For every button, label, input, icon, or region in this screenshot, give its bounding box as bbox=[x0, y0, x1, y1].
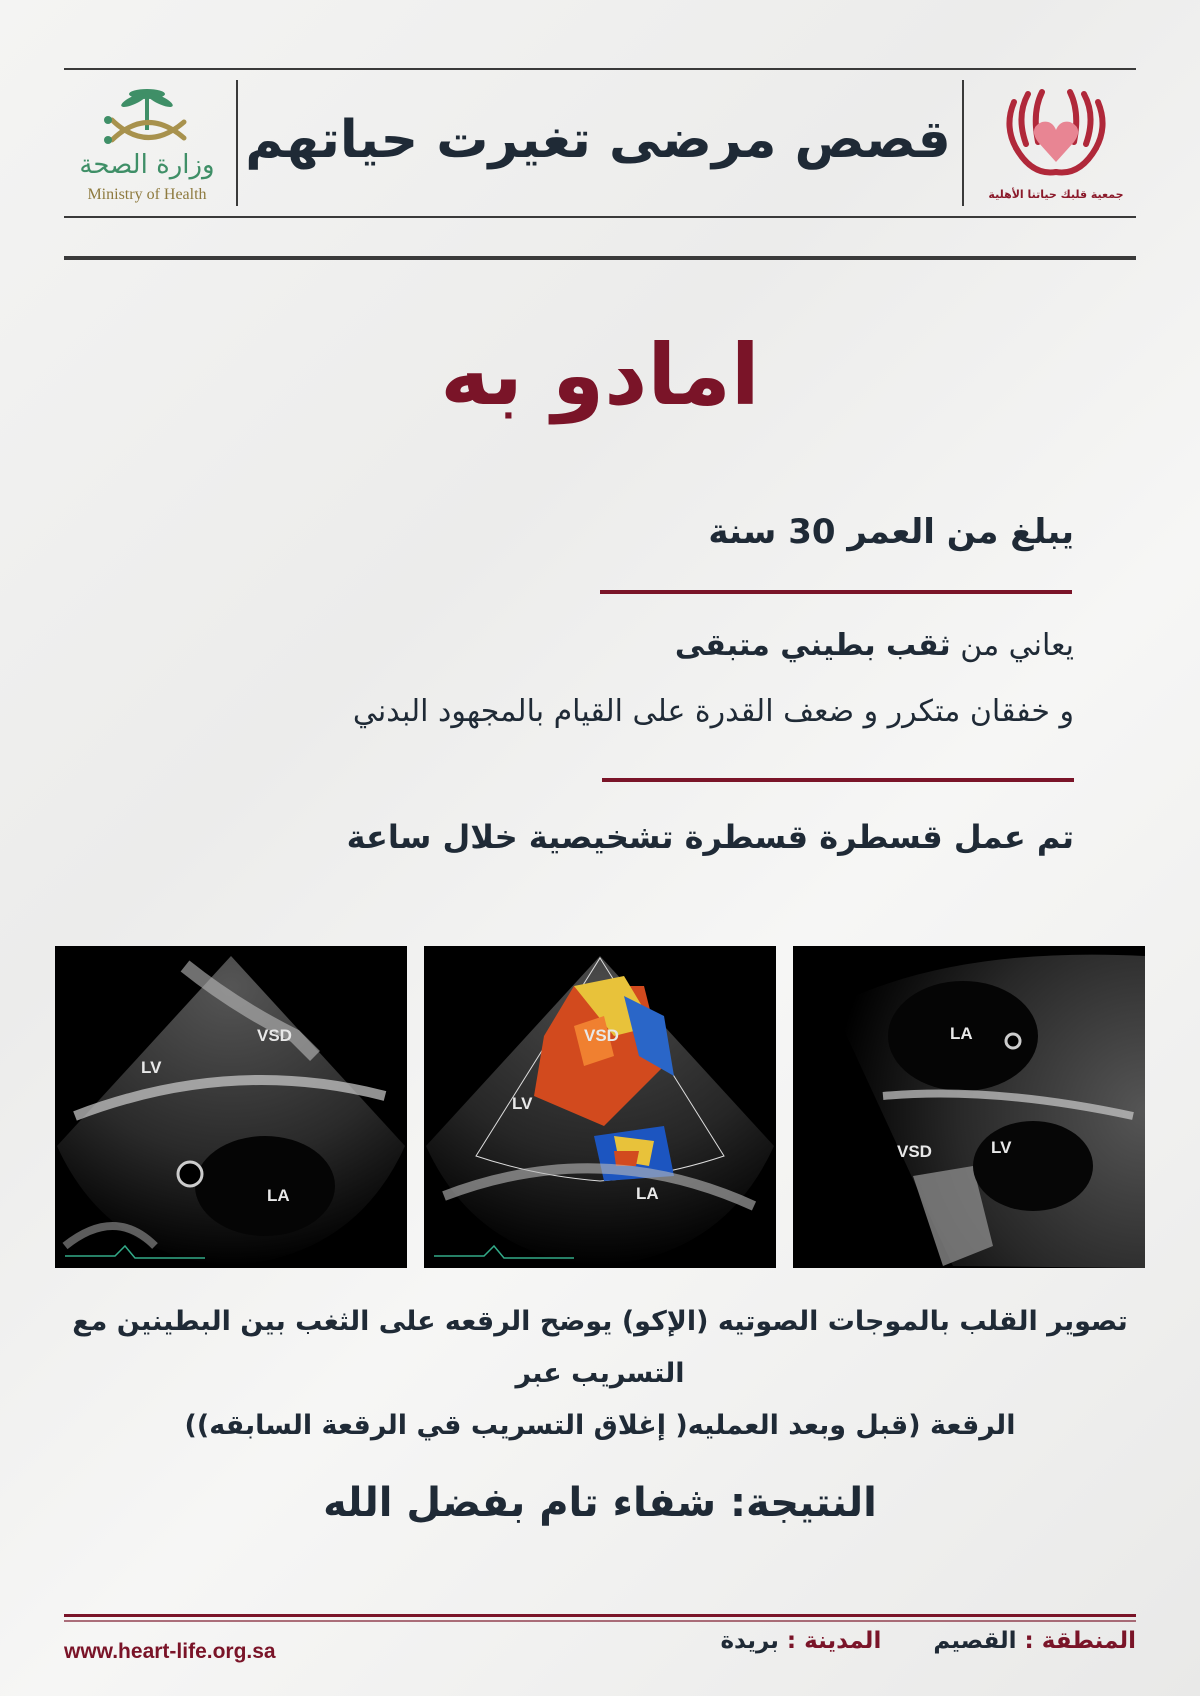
moh-logo bbox=[72, 84, 222, 208]
echo2-label-lv: LV bbox=[512, 1094, 533, 1113]
patient-age: يبلغ من العمر 30 سنة bbox=[708, 512, 1074, 552]
echo-image-3 bbox=[793, 946, 1145, 1268]
echo-image-2 bbox=[424, 946, 776, 1268]
echo-image-1 bbox=[55, 946, 407, 1268]
accent-divider-2 bbox=[602, 778, 1074, 782]
header-bottom-line bbox=[64, 216, 1136, 218]
echo3-label-vsd: VSD bbox=[897, 1142, 932, 1161]
page-title: قصص مرضى تغيرت حياتهم bbox=[245, 110, 951, 170]
echo3-label-lv: LV bbox=[991, 1138, 1012, 1157]
footer-line-2 bbox=[64, 1620, 1136, 1622]
section-divider bbox=[64, 256, 1136, 260]
caption-line-2: الرقعة (قبل وبعد العمليه( إغلاق التسريب قي الرقعة السابقه)) bbox=[184, 1410, 1016, 1441]
region-value: القصيم bbox=[933, 1628, 1017, 1654]
symptom-prefix: يعاني من bbox=[960, 628, 1074, 663]
echo1-label-vsd: VSD bbox=[257, 1026, 292, 1045]
echo2-label-vsd: VSD bbox=[584, 1026, 619, 1045]
city-label: المدينة : bbox=[786, 1628, 882, 1654]
footer-location bbox=[720, 1628, 1136, 1654]
echo2-label-la: LA bbox=[636, 1184, 659, 1203]
heart-life-logo bbox=[986, 76, 1126, 206]
palm-swords-icon bbox=[72, 84, 222, 150]
website-link[interactable]: www.heart-life.org.sa bbox=[64, 1640, 276, 1663]
moh-logo-arabic: وزارة الصحة bbox=[79, 150, 215, 180]
footer-line-1 bbox=[64, 1614, 1136, 1617]
procedure-line: تم عمل قسطرة قسطرة تشخيصية خلال ساعة bbox=[346, 818, 1074, 856]
symptom-diagnosis: ثقب بطيني متبقى bbox=[674, 628, 951, 663]
header-separator-right bbox=[962, 80, 964, 206]
echo3-label-la: LA bbox=[950, 1024, 973, 1043]
result-line: النتيجة: شفاء تام بفضل الله bbox=[323, 1480, 877, 1526]
org-logo-caption: جمعية قلبك حياتنا الأهلية bbox=[988, 188, 1124, 201]
heart-shape bbox=[1034, 122, 1078, 162]
moh-logo-english: Ministry of Health bbox=[87, 186, 207, 203]
header-top-line bbox=[64, 68, 1136, 70]
symptom-line-1 bbox=[675, 628, 1074, 663]
city-value: بريدة bbox=[720, 1628, 779, 1654]
symptom-line-2: و خفقان متكرر و ضعف القدرة على القيام بالمجهود البدني bbox=[352, 694, 1074, 729]
accent-divider-1 bbox=[600, 590, 1072, 594]
image-caption bbox=[50, 1296, 1150, 1452]
echo1-label-lv: LV bbox=[141, 1058, 162, 1077]
region-label: المنطقة : bbox=[1024, 1628, 1136, 1654]
echo1-label-la: LA bbox=[267, 1186, 290, 1205]
hands-heart-icon bbox=[986, 76, 1126, 182]
patient-name: امادو به bbox=[440, 326, 760, 424]
caption-line-1: تصوير القلب بالموجات الصوتيه (الإكو) يوضح الرقعه على الثغب بين البطينين مع التسريب عبر bbox=[72, 1306, 1128, 1389]
